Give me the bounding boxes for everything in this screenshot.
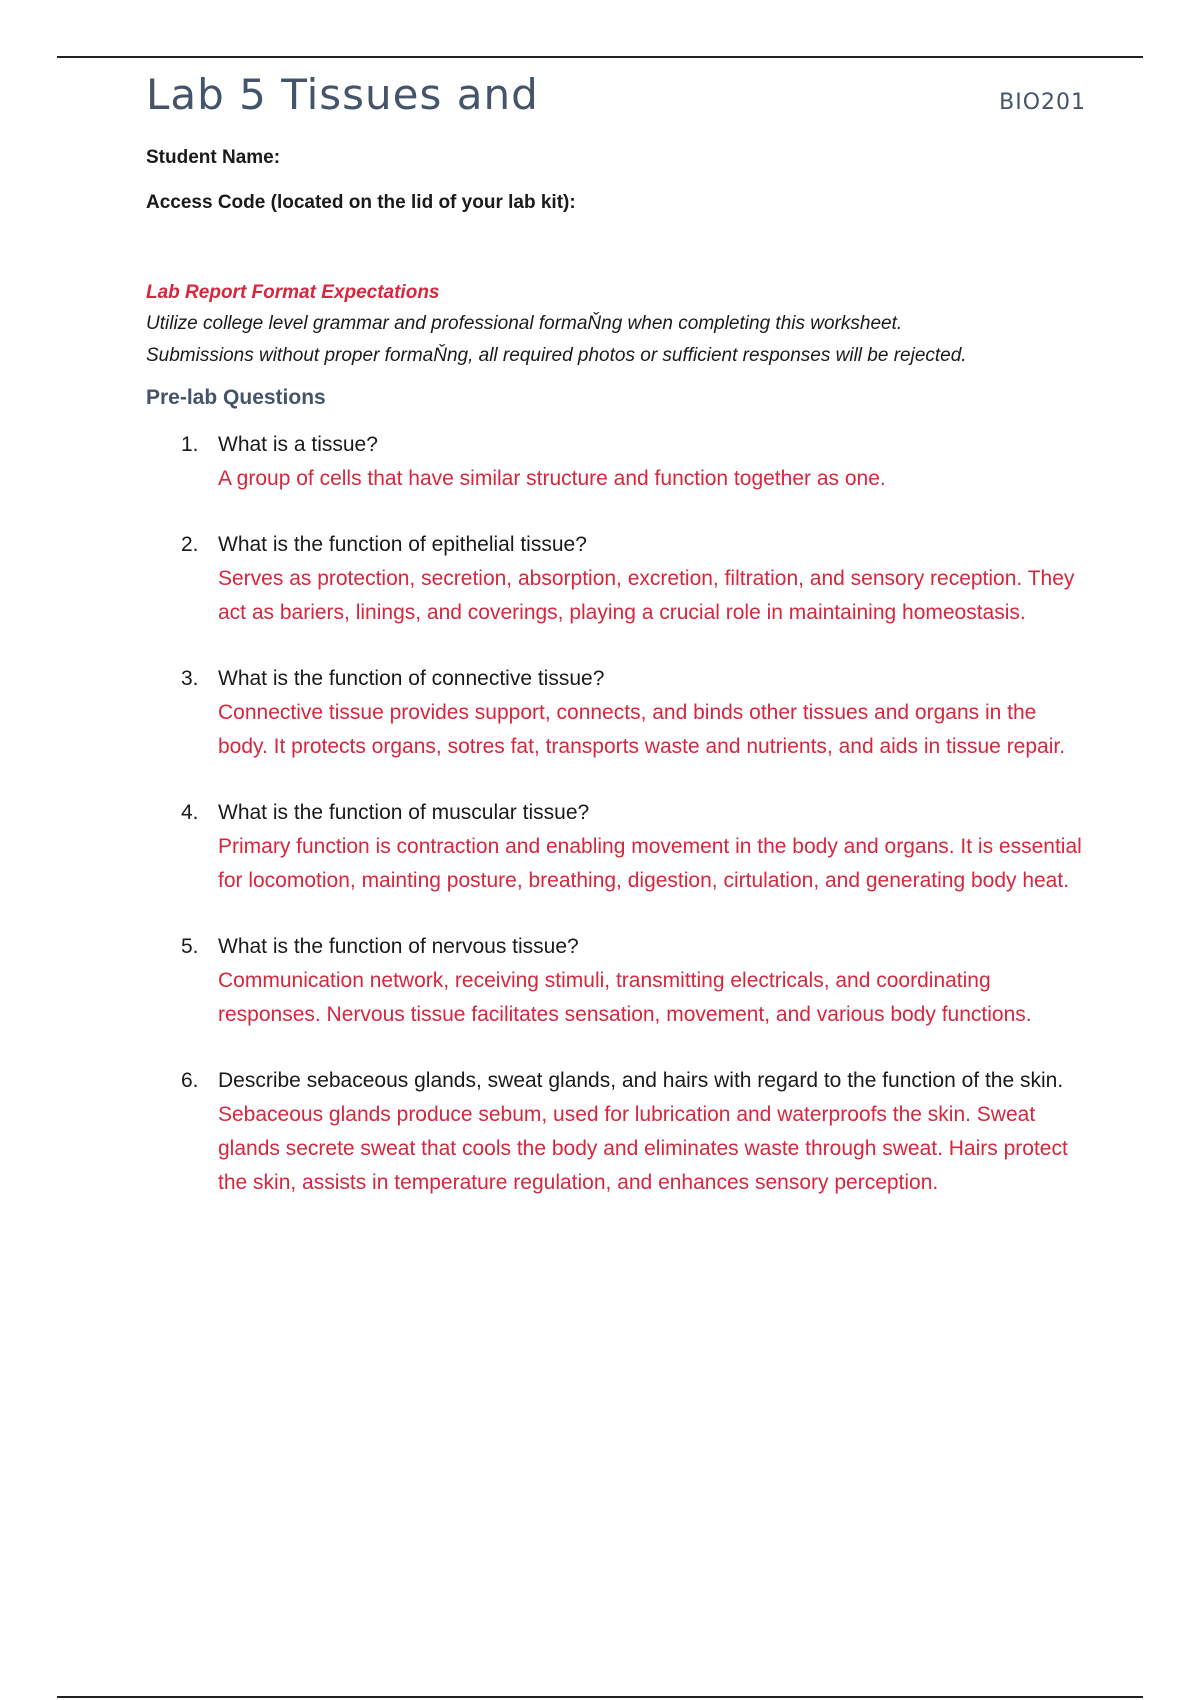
student-name-label: Student Name: xyxy=(146,147,281,168)
question-item xyxy=(146,662,1086,764)
prelab-heading: Pre-lab Questions xyxy=(146,386,326,409)
question-text: What is the function of muscular tissue? xyxy=(218,801,590,824)
question-text: What is the function of connective tissue? xyxy=(218,667,605,690)
question-number: 3. xyxy=(181,667,199,690)
question-number: 4. xyxy=(181,801,199,824)
document-title: Lab 5 Tissues and xyxy=(146,70,539,119)
question-item xyxy=(146,930,1086,1032)
question-list xyxy=(146,428,1086,1200)
format-expectations-line: Utilize college level grammar and professional formaŇng when completing this worksheet. xyxy=(146,313,903,334)
question-text: What is the function of epithelial tissue? xyxy=(218,533,587,556)
format-expectations-text xyxy=(146,308,1086,372)
question-number: 6. xyxy=(181,1069,199,1092)
answer-text: Connective tissue provides support, connects, and binds other tissues and organs in the body. It protects organs, sotres fat, transports waste and nutrients, and aids in tissue repair. xyxy=(218,701,1066,758)
format-expectations-heading: Lab Report Format Expectations xyxy=(146,282,440,303)
bottom-rule xyxy=(57,1696,1143,1698)
question-text: What is the function of nervous tissue? xyxy=(218,935,579,958)
question-number: 2. xyxy=(181,533,199,556)
question-text: Describe sebaceous glands, sweat glands, and hairs with regard to the function of the skin. xyxy=(218,1069,1064,1092)
question-text: What is a tissue? xyxy=(218,433,378,456)
question-item xyxy=(146,796,1086,898)
document-header xyxy=(146,64,1086,128)
worksheet-page xyxy=(146,64,1086,1232)
course-code: BIO201 xyxy=(999,90,1086,115)
answer-text: Communication network, receiving stimuli, transmitting electricals, and coordinating responses. Nervous tissue facilitates sensation, movement, and various body functions. xyxy=(218,969,1032,1026)
answer-text: Sebaceous glands produce sebum, used for lubrication and waterproofs the skin. Sweat glands secrete sweat that cools the body and eliminates waste through sweat. Hairs protect the skin, assists in temperature regulation, and enhances sensory perception. xyxy=(218,1103,1068,1194)
answer-text: Serves as protection, secretion, absorption, excretion, filtration, and sensory reception. They act as bariers, linings, and coverings, playing a crucial role in maintaining homeostasis. xyxy=(218,567,1075,624)
question-item xyxy=(146,428,1086,496)
answer-text: A group of cells that have similar structure and function together as one. xyxy=(218,467,886,490)
question-item xyxy=(146,528,1086,630)
access-code-label: Access Code (located on the lid of your lab kit): xyxy=(146,192,576,213)
top-rule xyxy=(57,56,1143,58)
question-item xyxy=(146,1064,1086,1200)
format-expectations-line: Submissions without proper formaŇng, all required photos or sufficient responses will be rejected. xyxy=(146,345,967,366)
answer-text: Primary function is contraction and enabling movement in the body and organs. It is essential for locomotion, mainting posture, breathing, digestion, cirtulation, and generating body heat. xyxy=(218,835,1082,892)
question-number: 5. xyxy=(181,935,199,958)
question-number: 1. xyxy=(181,433,199,456)
